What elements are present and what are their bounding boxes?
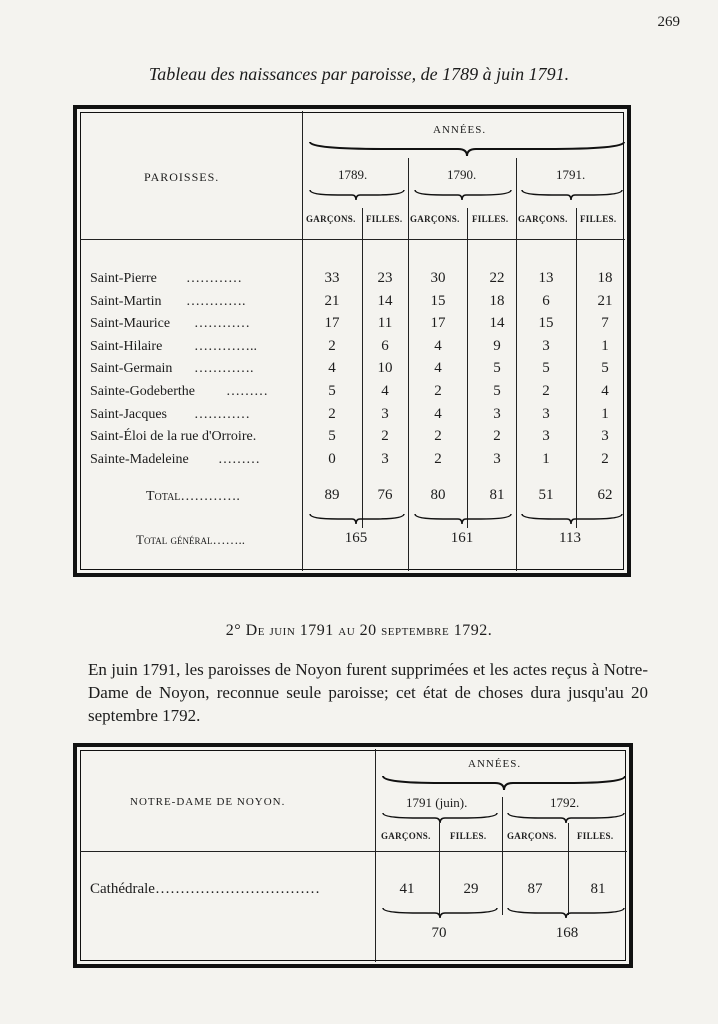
grand-total-1791: 113 <box>559 530 581 546</box>
total-label: Total…………. <box>146 489 240 504</box>
cell-value: 2 <box>328 405 336 422</box>
cell-value: 2 <box>434 450 442 467</box>
parish-name: Saint-Pierre <box>90 271 157 286</box>
total-brace <box>413 512 513 526</box>
col-filles-1791: FILLES. <box>450 831 487 841</box>
total-1792: 168 <box>555 925 579 941</box>
header-rule <box>80 239 625 240</box>
col-garcons-1789: GARÇONS. <box>306 214 356 224</box>
cathedrale-label: Cathédrale…………………………… <box>90 881 320 897</box>
cell-value: 18 <box>489 292 505 309</box>
col-filles-1790: FILLES. <box>472 214 509 224</box>
divider <box>439 823 440 915</box>
grand-total-1789: 165 <box>344 530 368 546</box>
divider <box>568 823 569 915</box>
cell-value: 14 <box>377 292 393 309</box>
parish-header: NOTRE-DAME DE NOYON. <box>130 796 286 808</box>
year-brace <box>381 811 499 825</box>
parish-name: Saint-Jacques <box>90 406 167 422</box>
cell-value: 9 <box>493 337 501 354</box>
col-filles-1789: FILLES. <box>366 214 403 224</box>
paragraph: En juin 1791, les paroisses de Noyon furent supprimées et les actes reçus à Notre-Dame de Noyon, reconnue seule paroisse; cet état de choses dura jusqu'au 20 septembre 1792. <box>88 660 648 725</box>
cell-value: 3 <box>542 428 550 445</box>
cell-value: 4 <box>434 405 442 422</box>
total-value: 81 <box>489 487 505 503</box>
year-1790: 1790. <box>447 167 477 182</box>
cell-value: 2 <box>381 428 389 445</box>
cathedrale-garcons-1791: 41 <box>399 881 415 897</box>
cell-value: 17 <box>324 315 340 332</box>
cell-value: 17 <box>430 315 446 332</box>
leader-dots: ………… <box>186 271 242 286</box>
cell-value: 2 <box>542 383 550 399</box>
cell-value: 23 <box>377 270 393 286</box>
cell-value: 3 <box>542 337 550 354</box>
cell-value: 33 <box>324 270 340 286</box>
parish-name: Sainte-Godeberthe <box>90 384 195 399</box>
cell-value: 4 <box>434 360 442 377</box>
year-brace <box>308 188 406 202</box>
cell-value: 11 <box>377 315 393 332</box>
cell-value: 21 <box>597 292 613 309</box>
cell-value: 22 <box>489 270 505 286</box>
cell-value: 18 <box>597 270 613 286</box>
divider <box>467 208 468 528</box>
cell-value: 2 <box>328 337 336 354</box>
table-title: Tableau des naissances par paroisse, de 1789 à juin 1791. <box>148 64 570 84</box>
year-brace <box>413 188 513 202</box>
total-brace <box>520 512 624 526</box>
leader-dots: …………. <box>194 361 254 377</box>
leader-dots: ……… <box>218 451 260 467</box>
year-1791-juin: 1791 (juin). <box>406 795 468 810</box>
years-brace <box>381 774 627 792</box>
header-rule <box>80 851 627 852</box>
cell-value: 4 <box>328 360 336 377</box>
total-value: 89 <box>324 487 340 503</box>
page-number: 269 <box>657 14 680 30</box>
year-1792: 1792. <box>550 795 580 810</box>
divider <box>362 208 363 528</box>
cell-value: 5 <box>493 383 501 399</box>
leader-dots: ………….. <box>194 338 257 354</box>
cell-value: 4 <box>601 383 609 399</box>
cell-value: 5 <box>493 360 501 377</box>
parish-name: Saint-Maurice <box>90 316 171 332</box>
year-brace <box>520 188 624 202</box>
cell-value: 7 <box>601 315 609 332</box>
years-header: ANNÉES. <box>433 124 487 136</box>
parish-name: Saint-Éloi de la rue d'Orroire. <box>90 429 257 445</box>
parish-name: Saint-Germain <box>90 361 173 377</box>
cell-value: 3 <box>493 405 501 422</box>
leader-dots: ………… <box>194 316 250 332</box>
divider <box>375 749 376 962</box>
total-brace <box>308 512 406 526</box>
cell-value: 6 <box>381 337 389 354</box>
cell-value: 15 <box>538 315 554 332</box>
cell-value: 15 <box>430 292 446 309</box>
col-garcons-1792: GARÇONS. <box>507 831 557 841</box>
divider <box>302 111 303 571</box>
total-brace <box>381 906 499 920</box>
years-brace <box>308 140 626 158</box>
cell-value: 4 <box>434 337 442 354</box>
cell-value: 3 <box>601 428 609 445</box>
cell-value: 1 <box>601 405 609 422</box>
total-value: 62 <box>597 487 613 503</box>
col-garcons-1790: GARÇONS. <box>410 214 460 224</box>
year-brace <box>506 811 626 825</box>
cell-value: 14 <box>489 315 505 332</box>
cathedrale-filles-1792: 81 <box>590 881 606 897</box>
divider <box>408 158 409 571</box>
parish-name: Sainte-Madeleine <box>90 451 189 467</box>
total-value: 80 <box>430 487 446 503</box>
col-filles-1792: FILLES. <box>577 831 614 841</box>
total-value: 51 <box>538 487 554 503</box>
total-brace <box>506 906 626 920</box>
years-header: ANNÉES. <box>468 758 522 770</box>
cell-value: 5 <box>601 360 609 377</box>
cell-value: 0 <box>328 450 336 467</box>
cell-value: 2 <box>434 428 442 445</box>
col-garcons-1791: GARÇONS. <box>381 831 431 841</box>
cell-value: 13 <box>538 270 554 286</box>
cell-value: 1 <box>542 450 550 467</box>
cell-value: 3 <box>493 450 501 467</box>
cell-value: 2 <box>434 383 442 399</box>
divider <box>576 208 577 528</box>
cell-value: 3 <box>542 405 550 422</box>
grand-total-label: Total général…….. <box>136 532 245 547</box>
year-1791: 1791. <box>556 167 586 182</box>
cell-value: 4 <box>381 383 389 399</box>
parishes-header: PAROISSES. <box>144 170 220 184</box>
cell-value: 21 <box>324 292 340 309</box>
col-garcons-1791: GARÇONS. <box>518 214 568 224</box>
cell-value: 5 <box>328 383 336 399</box>
parish-name: Saint-Martin <box>90 293 162 309</box>
year-1789: 1789. <box>338 167 368 182</box>
cell-value: 10 <box>377 360 393 377</box>
cell-value: 3 <box>381 405 389 422</box>
cell-value: 5 <box>328 428 336 445</box>
cell-value: 3 <box>381 450 389 467</box>
leader-dots: ……… <box>226 384 268 399</box>
total-value: 76 <box>377 487 393 503</box>
cell-value: 6 <box>542 292 550 309</box>
cell-value: 2 <box>601 450 609 467</box>
col-filles-1791: FILLES. <box>580 214 617 224</box>
cell-value: 2 <box>493 428 501 445</box>
total-1791: 70 <box>431 925 447 941</box>
leader-dots: …………. <box>186 293 246 309</box>
divider <box>502 797 503 915</box>
parish-name: Saint-Hilaire <box>90 338 163 354</box>
cell-value: 30 <box>430 270 446 286</box>
cell-value: 1 <box>601 337 609 354</box>
cell-value: 5 <box>542 360 550 377</box>
grand-total-1790: 161 <box>450 530 474 546</box>
cathedrale-filles-1791: 29 <box>463 881 479 897</box>
cathedrale-garcons-1792: 87 <box>527 881 543 897</box>
leader-dots: ………… <box>194 406 250 422</box>
section-title: 2° De juin 1791 au 20 septembre 1792. <box>225 622 493 639</box>
